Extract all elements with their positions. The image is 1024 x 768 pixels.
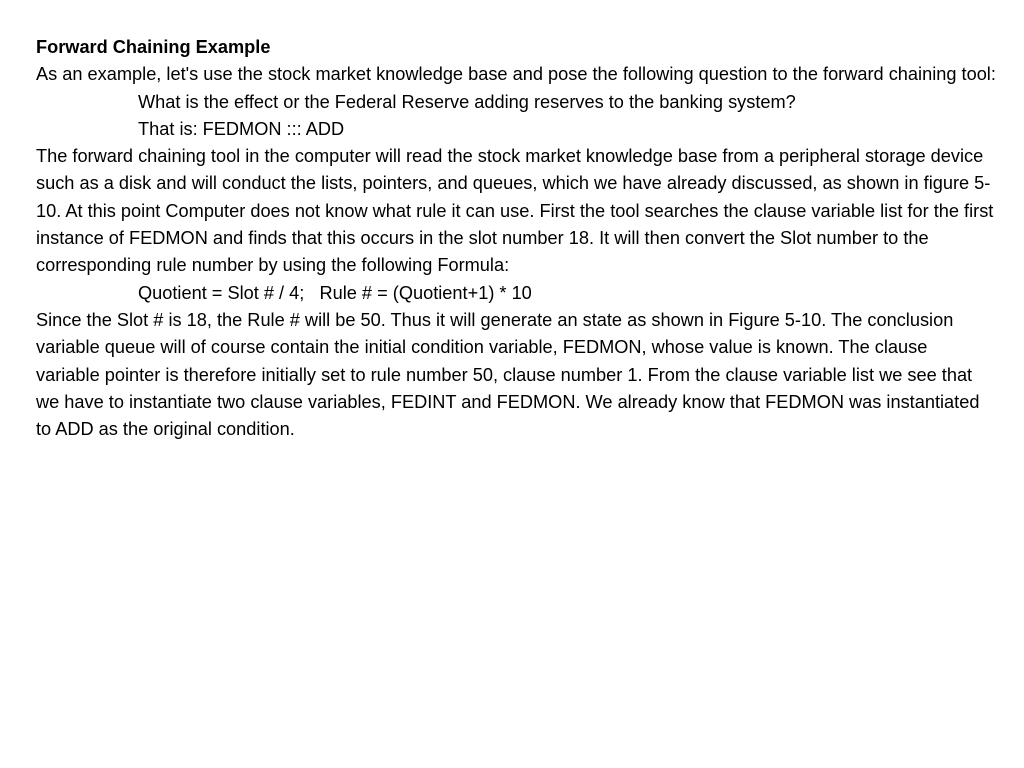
formula-line: Quotient = Slot # / 4; Rule # = (Quotient+1) * 10: [138, 282, 532, 303]
slide-title: Forward Chaining Example: [36, 37, 271, 57]
body-paragraph-1: The forward chaining tool in the computer will read the stock market knowledge base from a peripheral storage device such as a disk and will conduct the lists, pointers, and queues, which we have already discussed, as shown in figure 5-10. At this point Computer does not know what rule it can use. First the tool searches the clause variable list for the first instance of FEDMON and finds that this occurs in the slot number 18. It will then convert the Slot number to the corresponding rule number by using the following Formula:: [36, 146, 994, 276]
question-short-line: That is: FEDMON ::: ADD: [138, 118, 345, 139]
question-line: What is the effect or the Federal Reserve adding reserves to the banking system?: [138, 91, 796, 112]
slide-content: [36, 34, 996, 443]
intro-paragraph: As an example, let's use the stock market knowledge base and pose the following question to the forward chaining tool:: [36, 64, 996, 85]
body-paragraph-2: Since the Slot # is 18, the Rule # will be 50. Thus it will generate an state as shown in Figure 5-10. The conclusion variable queue will of course contain the initial condition variable, FEDMON, whose value is known. The clause variable pointer is therefore initially set to rule number 50, clause number 1. From the clause variable list we see that we have to instantiate two clause variables, FEDINT and FEDMON. We already know that FEDMON was instantiated to ADD as the original condition.: [36, 309, 980, 440]
